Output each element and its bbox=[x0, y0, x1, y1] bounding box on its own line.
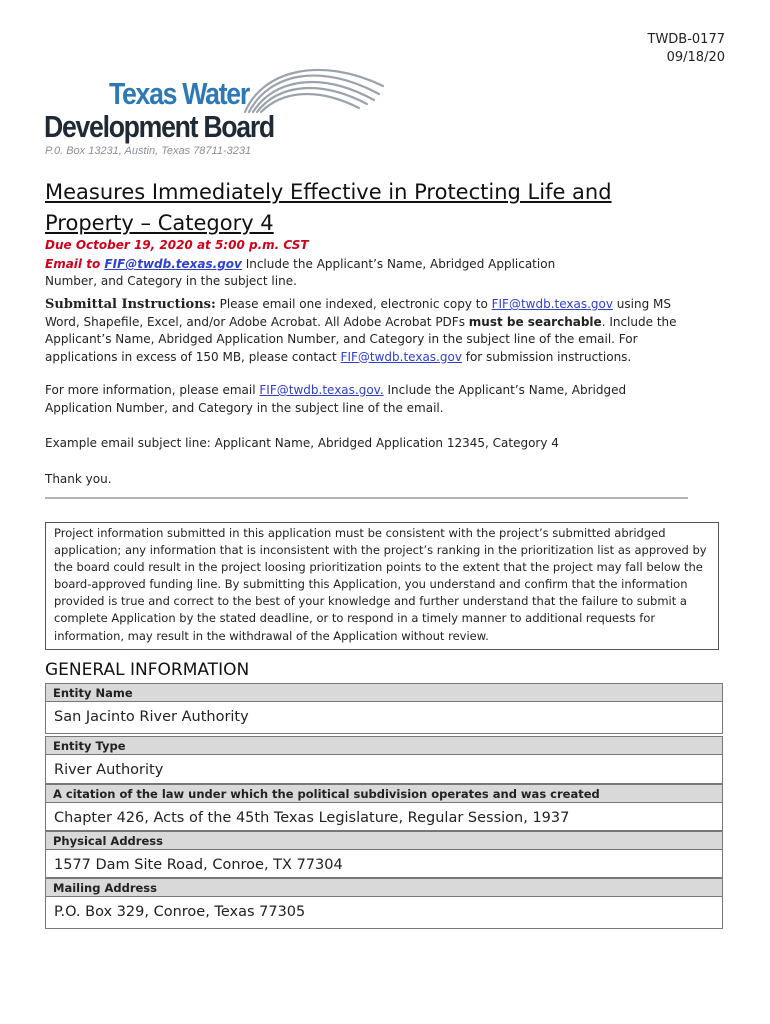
mailing-address-label: Mailing Address bbox=[45, 878, 723, 897]
due-date: Due October 19, 2020 at 5:00 p.m. CST bbox=[45, 238, 309, 252]
email-link[interactable]: FIF@twdb.texas.gov bbox=[104, 257, 242, 271]
entity-type-field[interactable]: River Authority bbox=[45, 755, 723, 784]
more-info-text-1: For more information, please email bbox=[45, 383, 260, 397]
submittal-instructions bbox=[45, 296, 685, 366]
submittal-bold: must be searchable bbox=[468, 314, 602, 329]
example-subject: Example email subject line: Applicant Name, Abridged Application 12345, Category 4 bbox=[45, 436, 559, 450]
form-id bbox=[648, 31, 726, 67]
email-instruction bbox=[45, 256, 605, 290]
logo-line-2: Development Board bbox=[44, 109, 274, 144]
submittal-text-4: for submission instructions. bbox=[461, 349, 632, 364]
more-info-email-link[interactable]: FIF@twdb.texas.gov. bbox=[259, 383, 384, 397]
submittal-label: Submittal Instructions: bbox=[45, 297, 216, 312]
water-spray-icon bbox=[229, 64, 384, 114]
entity-type-label: Entity Type bbox=[45, 736, 723, 755]
email-prefix: Email to bbox=[45, 257, 105, 271]
entity-name-field[interactable]: San Jacinto River Authority bbox=[45, 702, 723, 734]
more-info bbox=[45, 382, 685, 417]
submittal-email-link-2[interactable]: FIF@twdb.texas.gov bbox=[340, 349, 462, 364]
form-date: 09/18/20 bbox=[666, 50, 725, 65]
notice-box: Project information submitted in this application must be consistent with the project’s submitted abridged application; any information that is inconsistent with the project’s ranking in the prioritization list as approved by the board could result in the project loosing prioritization points to the extent that the project may fall below the board-approved funding line. By submitting this Application, you understand and confirm that the information provided is true and correct to the best of your knowledge and further understand that the failure to submit a complete Application by the stated deadline, or to respond in a timely manner to additional requests for information, may result in the withdrawal of the Application without review. bbox=[45, 522, 719, 650]
mailing-address-field[interactable]: P.O. Box 329, Conroe, Texas 77305 bbox=[45, 897, 723, 929]
submittal-email-link-1[interactable]: FIF@twdb.texas.gov bbox=[491, 297, 613, 311]
twdb-logo bbox=[44, 64, 344, 164]
physical-address-label: Physical Address bbox=[45, 831, 723, 850]
divider bbox=[45, 497, 688, 499]
email-suffix: Include the Applicant’s Name, Abridged Application Number, and Category in the subject line. bbox=[45, 257, 556, 288]
submittal-text-3: . Include the Applicant’s Name, Abridged Application Number, and Category in the subject line of the email. For applications in excess of 150 MB, please contact bbox=[45, 314, 677, 364]
submittal-text-1: Please email one indexed, electronic copy to bbox=[215, 297, 492, 311]
logo-line-1: Texas Water bbox=[109, 76, 249, 111]
entity-name-label: Entity Name bbox=[45, 683, 723, 702]
more-info-text-2: Include the Applicant’s Name, Abridged Application Number, and Category in the subject line of the email. bbox=[45, 383, 627, 415]
physical-address-field[interactable]: 1577 Dam Site Road, Conroe, TX 77304 bbox=[45, 850, 723, 878]
page-title: Measures Immediately Effective in Protecting Life and Property – Category 4 bbox=[45, 180, 612, 235]
thank-you: Thank you. bbox=[45, 472, 112, 486]
general-info-heading: GENERAL INFORMATION bbox=[45, 660, 250, 680]
law-citation-label: A citation of the law under which the political subdivision operates and was created bbox=[45, 784, 723, 803]
logo-address: P.0. Box 13231, Austin, Texas 78711-3231 bbox=[45, 145, 252, 157]
law-citation-field[interactable]: Chapter 426, Acts of the 45th Texas Legislature, Regular Session, 1937 bbox=[45, 803, 723, 831]
form-number: TWDB-0177 bbox=[647, 32, 725, 47]
submittal-text-2: using MS Word, Shapefile, Excel, and/or Adobe Acrobat. All Adobe Acrobat PDFs bbox=[45, 297, 671, 329]
